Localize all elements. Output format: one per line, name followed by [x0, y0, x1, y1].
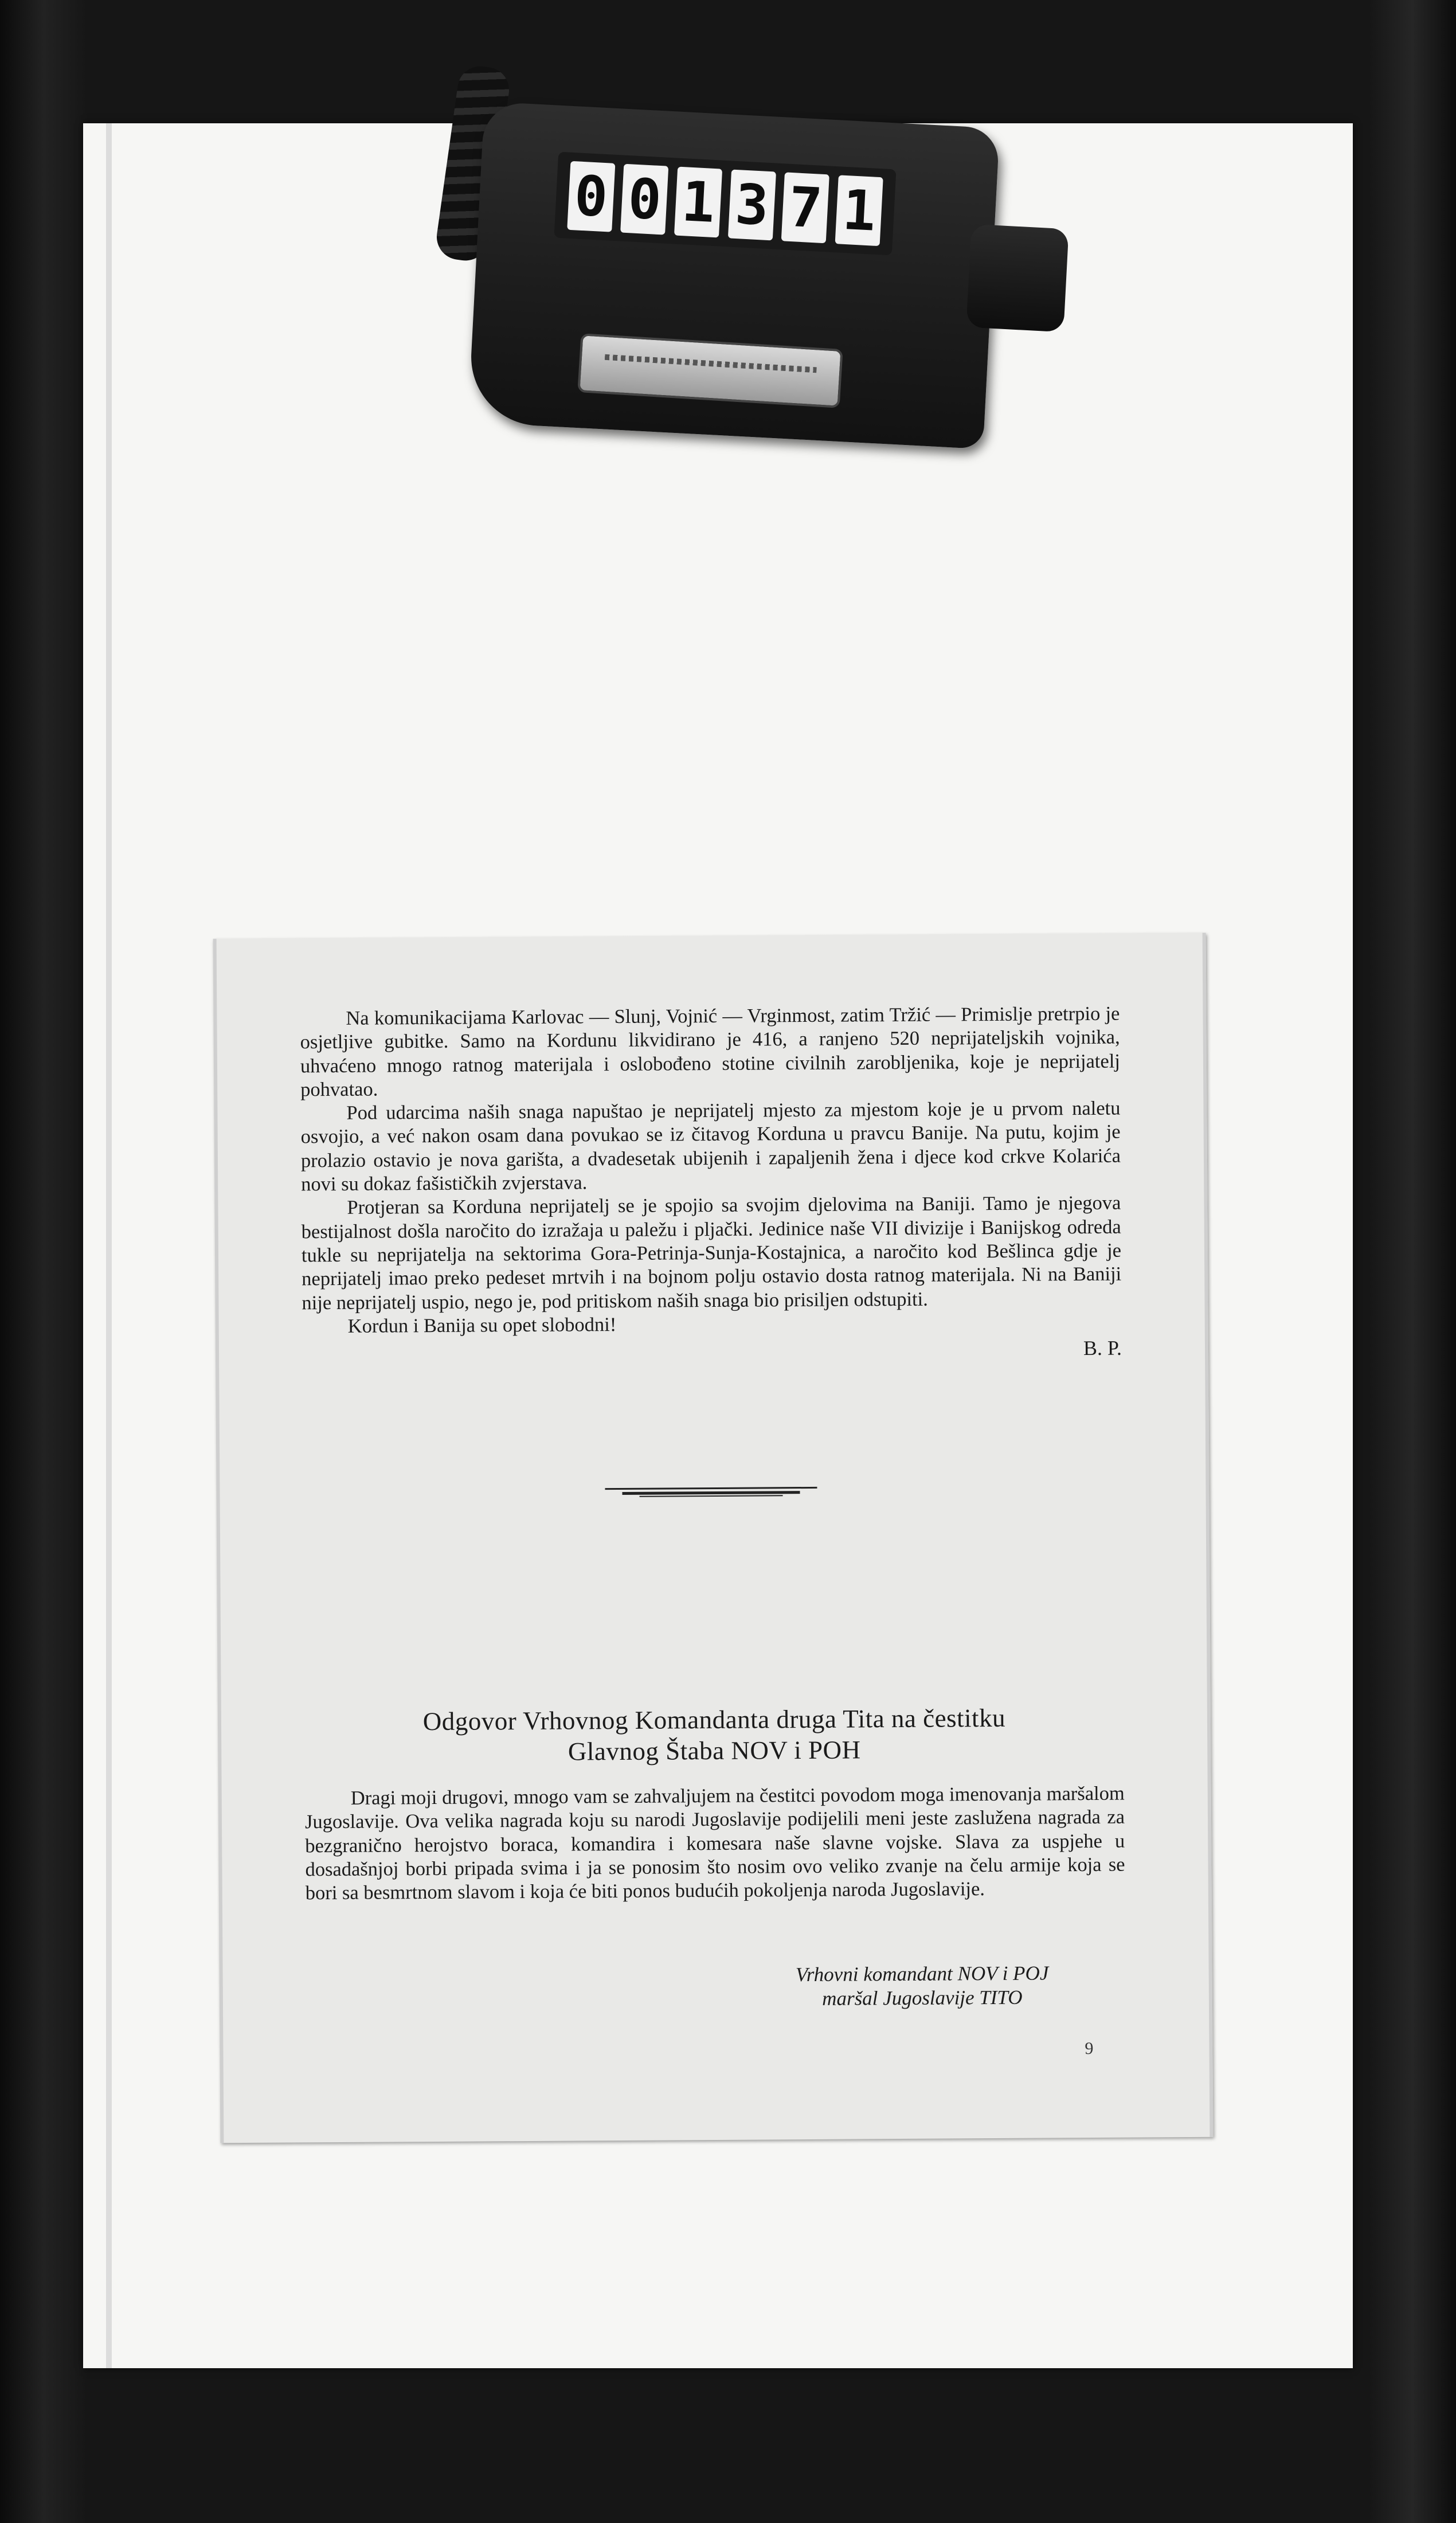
frame-counter-device — [453, 66, 1060, 467]
divider-line — [623, 1491, 800, 1495]
reply-letter — [305, 1782, 1125, 1905]
counter-digit: 1 — [835, 175, 883, 246]
article-paragraph: Pod udarcima naših snaga napuštao je neprijatelj mjesto za mjestom koje je u prvom naletu osvojio, a već nakon osam dana povukao se iz čitavog Korduna u pravcu Banije. Na putu, kojim je prolazio ostavio je nova garišta, a dvadesetak ubijenih i zapaljenih žena i djece kod crkve Kolarića novi su dokaz fašističkih zvjerstava. — [300, 1097, 1121, 1196]
signature-line-1: Vrhovni komandant NOV i POJ — [795, 1962, 1049, 1986]
counter-knob — [966, 224, 1068, 333]
divider-line — [640, 1495, 783, 1497]
heading-line-2: Glavnog Štaba NOV i POH — [567, 1735, 861, 1766]
section-divider — [605, 1487, 817, 1497]
article-signature: B. P. — [1083, 1336, 1122, 1360]
counter-digit: 0 — [621, 164, 669, 235]
article-paragraph: Protjeran sa Korduna neprijatelj se je spojio sa svojim djelovima na Baniji. Tamo je njegova bestijalnost došla naročito do izražaja u paležu i pljački. Jedinice naše VII divizije i Banijskog odreda tukle su neprijatelja na sektorima Gora-Petrinja-Sunja-Kostajnica, a naročito kod Bešlinca gdje je neprijatelj imao preko pedeset mrtvih i na bojnom polju ostavio dosta ratnog materijala. Ni na Baniji nije neprijatelj uspio, nego je, pod pritiskom naših snaga bio prisiljen odstupiti. — [301, 1192, 1122, 1314]
counter-window — [554, 152, 896, 256]
signature-line-2: maršal Jugoslavije TITO — [822, 1986, 1023, 2010]
letter-body: Dragi moji drugovi, mnogo vam se zahvaljujem na čestitci povodom moga imenovanja maršalom Jugoslavije. Ova velika nagrada koju su narodi Jugoslavije podijelili meni jeste zaslužena nagrada za bezgranično herojstvo boraca, komandira i komesara naše slavne vojske. Slava za uspjehe u dosadašnjoj borbi pripada svima i ja se ponosim što nosim ovo veliko zvanje na čelu armije koja se bori sa besmrtnom slavom i koja će biti ponos budućih pokoljenja naroda Jugoslavije. — [304, 1782, 1125, 1904]
counter-digit: 7 — [781, 172, 829, 243]
article-paragraph: Kordun i Banija su opet slobodni! — [347, 1313, 617, 1337]
letter-signature — [722, 1961, 1124, 2012]
article-section — [300, 1002, 1122, 1365]
sheet-edge — [106, 123, 112, 2368]
reply-heading — [304, 1702, 1125, 1769]
divider-line — [605, 1487, 817, 1490]
counter-digit: 3 — [728, 169, 776, 240]
counter-digit: 0 — [567, 161, 615, 232]
page-number: 9 — [1085, 2038, 1094, 2059]
document-page — [213, 933, 1214, 2143]
heading-line-1: Odgovor Vrhovnog Komandanta druga Tita na čestitku — [422, 1703, 1006, 1736]
counter-digit: 1 — [674, 167, 722, 238]
article-paragraph: Na komunikacijama Karlovac — Slunj, Vojnić — Vrginmost, zatim Tržić — Primislje pretrpio je osjetljive gubitke. Samo na Kordunu likvidirano je 416, a ranjeno 520 neprijateljskih vojnika, uhvaćeno mnogo ratnog materijala i oslobođeno stotine civilnih zarobljenika, koje je neprijatelj pohvatao. — [300, 1002, 1121, 1101]
